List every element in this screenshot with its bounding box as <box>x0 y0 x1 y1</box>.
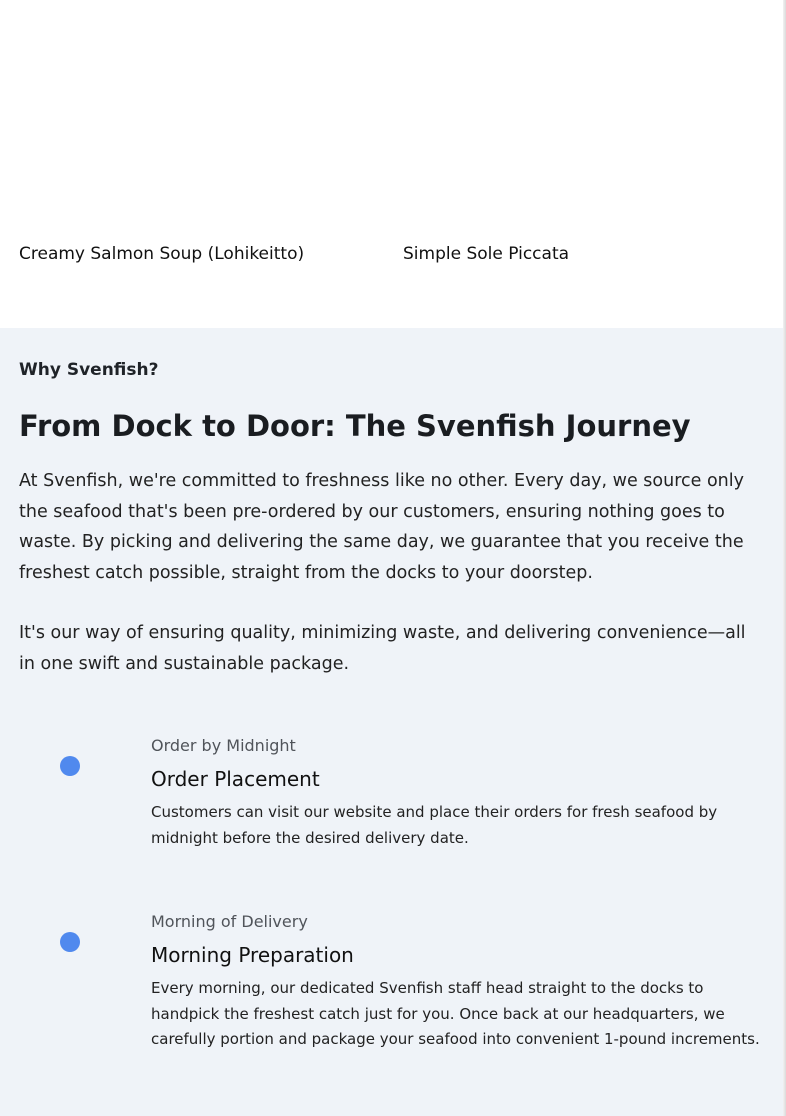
timeline-dot-icon <box>60 932 80 952</box>
intro-paragraph: At Svenfish, we're committed to freshness like no other. Every day, we source only the seafood that's been pre-ordered by our customers, ensuring nothing goes to waste. By picking and delivering the same day, we guarantee that you receive the freshest catch possible, straight from the docks to your doorstep. <box>19 471 744 583</box>
recipe-card[interactable] <box>19 0 379 300</box>
recipe-image[interactable] <box>403 0 763 225</box>
recipe-card[interactable] <box>403 0 763 300</box>
step-title: Morning Preparation <box>151 943 354 967</box>
recipe-title[interactable]: Creamy Salmon Soup (Lohikeitto) <box>19 244 305 264</box>
step-timing: Morning of Delivery <box>151 912 308 931</box>
step-description: Every morning, our dedicated Svenfish staff head straight to the docks to handpick the freshest catch just for you. Once back at our headquarters, we carefully portion and package your seafood into convenient 1-pound increments. <box>151 979 760 1048</box>
closing-paragraph: It's our way of ensuring quality, minimizing waste, and delivering convenience—all in one swift and sustainable package. <box>19 623 746 674</box>
section-headline: From Dock to Door: The Svenfish Journey <box>19 409 691 443</box>
step-description: Customers can visit our website and place their orders for fresh seafood by midnight before the desired delivery date. <box>151 803 718 847</box>
step-timing: Order by Midnight <box>151 736 296 755</box>
section-eyebrow: Why Svenfish? <box>19 360 159 380</box>
timeline-dot-icon <box>60 756 80 776</box>
step-title: Order Placement <box>151 767 320 791</box>
why-svenfish-section <box>0 328 786 1116</box>
recipes-section <box>0 0 786 328</box>
recipe-title[interactable]: Simple Sole Piccata <box>403 244 570 264</box>
recipe-image[interactable] <box>19 0 379 225</box>
